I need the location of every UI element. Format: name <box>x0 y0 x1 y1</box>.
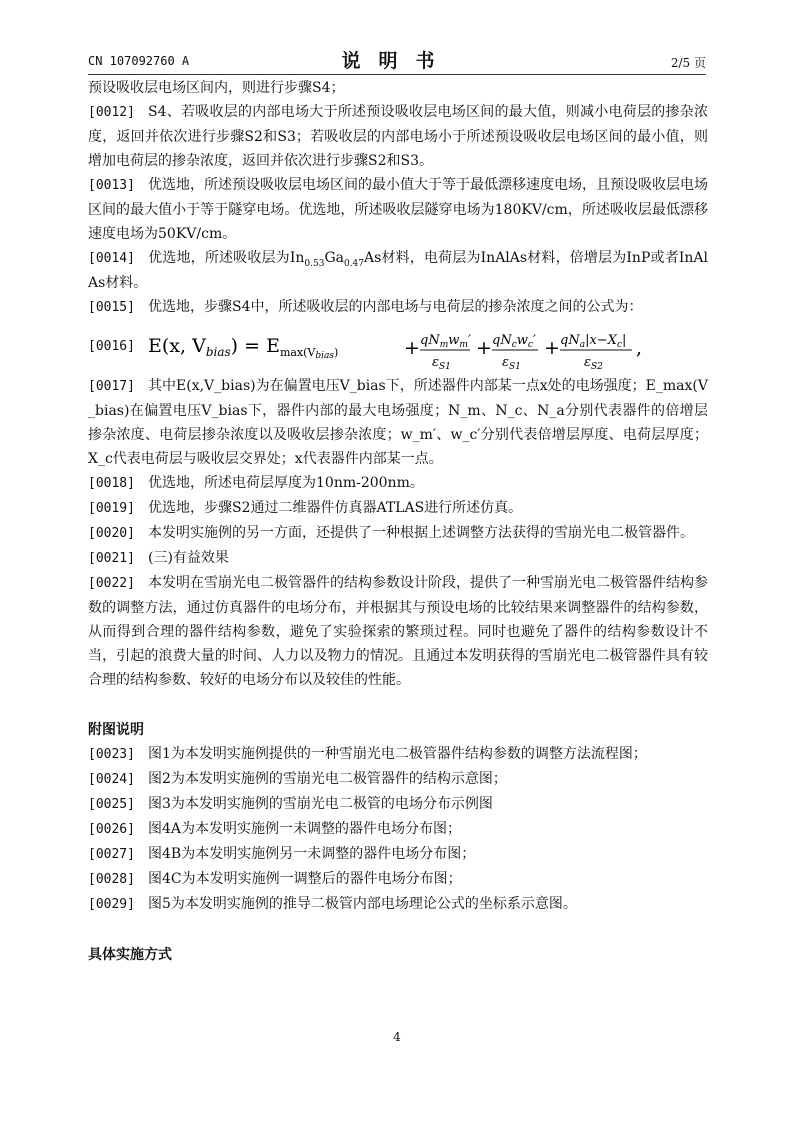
paragraph-text: 图4B为本发明实施例另一未调整的器件电场分布图； <box>148 846 476 862</box>
paragraph-continued: 预设吸收层电场区间内，则进行步骤S4； <box>88 80 345 96</box>
paragraph-number: [0022] <box>88 576 135 591</box>
paragraph-0020 <box>88 521 708 546</box>
section-heading-embodiment: 具体实施方式 <box>88 947 172 963</box>
svg-text:εS1: $\varepsilon_{S1}$ <box>432 355 451 372</box>
paragraph-number: [0024] <box>88 772 135 787</box>
paragraph-text: 优选地，步骤S4中，所述吸收层的内部电场与电荷层的掺杂浓度之间的公式为： <box>148 299 643 315</box>
svg-text:εS2: $\varepsilon_{S2}$ <box>584 355 603 372</box>
paragraph-number: [0026] <box>88 822 135 837</box>
paragraph-text: S4、若吸收层的内部电场大于所述预设吸收层电场区间的最大值，则减小电荷层的掺杂浓度，返回并依次进行步骤S2和S3；若吸收层的内部电场小于所述预设吸收层电场区间的最小值，则增加电荷层的掺杂浓度，返回并依次进行步骤S2和S3。 <box>88 104 708 169</box>
paragraph-number: [0020] <box>88 526 135 541</box>
fraction-term-2 <box>492 333 538 372</box>
paragraph-text: 图3为本发明实施例的雪崩光电二极管的电场分布示例图 <box>148 796 493 812</box>
svg-text:qNa|x−Xc|: $qN_a|x-X_c|$ <box>560 333 627 350</box>
paragraph-number: [0012] <box>88 105 135 120</box>
paragraph-0029 <box>88 892 708 917</box>
electric-field-formula <box>148 322 708 372</box>
paragraph-number: [0014] <box>88 251 135 266</box>
plus-sign: + <box>404 337 420 359</box>
paragraph-text: 图2为本发明实施例的雪崩光电二极管器件的结构示意图； <box>148 771 507 787</box>
page-number: 4 <box>393 1030 401 1044</box>
paragraph-number: [0025] <box>88 797 135 812</box>
paragraph-number: [0029] <box>88 897 135 912</box>
paragraph-0018 <box>88 471 708 496</box>
page-header <box>88 44 706 75</box>
subscript: 0.47 <box>343 258 365 269</box>
paragraph-0014 <box>88 246 708 295</box>
paragraph-0027 <box>88 842 708 867</box>
paragraph-0028 <box>88 867 708 892</box>
paragraph-text-b: Ga <box>324 250 344 266</box>
paragraph-text: 图4A为本发明实施例一未调整的器件电场分布图； <box>148 821 462 837</box>
paragraph-number: [0019] <box>88 501 135 516</box>
paragraph-text-c: As材料，电荷层为InAlAs材料，倍增层为InP或者InAlAs材料。 <box>88 250 709 291</box>
paragraph-text: 其中E(x,V_bias)为在偏置电压V_bias下，所述器件内部某一点x处的电场强度；E_max(V_bias)在偏置电压V_bias下，器件内部的最大电场强度；N_m、N_c、N_a分别代表器件的倍增层掺杂浓度、电荷层掺杂浓度以及吸收层掺杂浓度；w_m′、w_c′分别代表倍增层厚度、电荷层厚度；X_c代表电荷层与吸收层交界处；x代表器件内部某一点。 <box>88 378 708 467</box>
paragraph-0019 <box>88 496 708 521</box>
svg-text:qNmwm′: $qN_mw_m'$ <box>420 333 471 350</box>
paragraph-0025 <box>88 792 708 817</box>
document-id: CN 107092760 A <box>88 54 190 68</box>
plus-sign: + <box>476 337 492 359</box>
paragraph-number: [0021] <box>88 551 135 566</box>
paragraph-number: [0028] <box>88 872 135 887</box>
paragraph-number: [0017] <box>88 379 135 394</box>
paragraph-text: 优选地，所述预设吸收层电场区间的最小值大于等于最低漂移速度电场，且预设吸收层电场区间的最大值小于等于隧穿电场。优选地，所述吸收层隧穿电场为180KV/cm，所述吸收层最低漂移速度电场为50KV/cm。 <box>88 177 708 242</box>
formula-comma: , <box>636 337 643 359</box>
paragraph-text: (三)有益效果 <box>148 550 229 566</box>
paragraph-text: 本发明在雪崩光电二极管器件的结构参数设计阶段，提供了一种雪崩光电二极管器件结构参数的调整方法，通过仿真器件的电场分布，并根据其与预设电场的比较结果来调整器件的结构参数，从而得到合理的器件结构参数，避免了实验探索的繁琐过程。同时也避免了器件的结构参数设计不当，引起的浪费大量的时间、人力以及物力的情况。且通过本发明获得的雪崩光电二极管器件具有较合理的结构参数、较好的电场分布以及较佳的性能。 <box>88 575 708 688</box>
paragraph-number: [0027] <box>88 847 135 862</box>
paragraph-0021 <box>88 546 708 571</box>
paragraph-0024 <box>88 767 708 792</box>
svg-text:qNcwc′: $qN_cw_c'$ <box>492 333 536 350</box>
paragraph-number: [0013] <box>88 178 135 193</box>
paragraph-number: [0023] <box>88 747 135 762</box>
section-heading-figures: 附图说明 <box>88 722 144 738</box>
paragraph-0026 <box>88 817 708 842</box>
fraction-term-1 <box>420 333 471 372</box>
fraction-term-3 <box>560 333 632 372</box>
paragraph-number: [0018] <box>88 476 135 491</box>
paragraph-number: [0015] <box>88 300 135 315</box>
paragraph-0013 <box>88 173 708 246</box>
paragraph-0022 <box>88 571 708 692</box>
paragraph-text: 优选地，所述电荷层厚度为10nm-200nm。 <box>148 475 424 491</box>
paragraph-text: 图5为本发明实施例的推导二极管内部电场理论公式的坐标系示意图。 <box>148 896 577 912</box>
page-title: 说明书 <box>341 50 453 72</box>
svg-text:εS1: $\varepsilon_{S1}$ <box>502 355 521 372</box>
paragraph-0012 <box>88 100 708 173</box>
formula-lhs: E(x, V <box>148 335 206 357</box>
paragraph-text-a: 优选地，所述吸收层为In <box>148 250 305 266</box>
paragraph-0017 <box>88 374 708 471</box>
formula-0016 <box>88 322 708 372</box>
plus-sign: + <box>544 337 560 359</box>
paragraph-0015 <box>88 295 708 320</box>
svg-text:E(x, Vbias) = Emax(Vbias): E(x, $V_{bias}$) = $E_{max(V}bias$) <box>148 335 339 361</box>
subscript: 0.53 <box>304 258 325 269</box>
paragraph-number: [0016] <box>88 339 135 354</box>
paragraph-text: 优选地，步骤S2通过二维器件仿真器ATLAS进行所述仿真。 <box>148 500 523 516</box>
paragraph-text: 图1为本发明实施例提供的一种雪崩光电二极管器件结构参数的调整方法流程图； <box>148 746 647 762</box>
paragraph-text: 图4C为本发明实施例一调整后的器件电场分布图； <box>148 871 462 887</box>
paragraph-0023 <box>88 742 708 767</box>
paragraph-text: 本发明实施例的另一方面，还提供了一种根据上述调整方法获得的雪崩光电二极管器件。 <box>148 525 694 541</box>
document-body <box>88 76 708 967</box>
page-info: 2/5 页 <box>670 56 706 70</box>
